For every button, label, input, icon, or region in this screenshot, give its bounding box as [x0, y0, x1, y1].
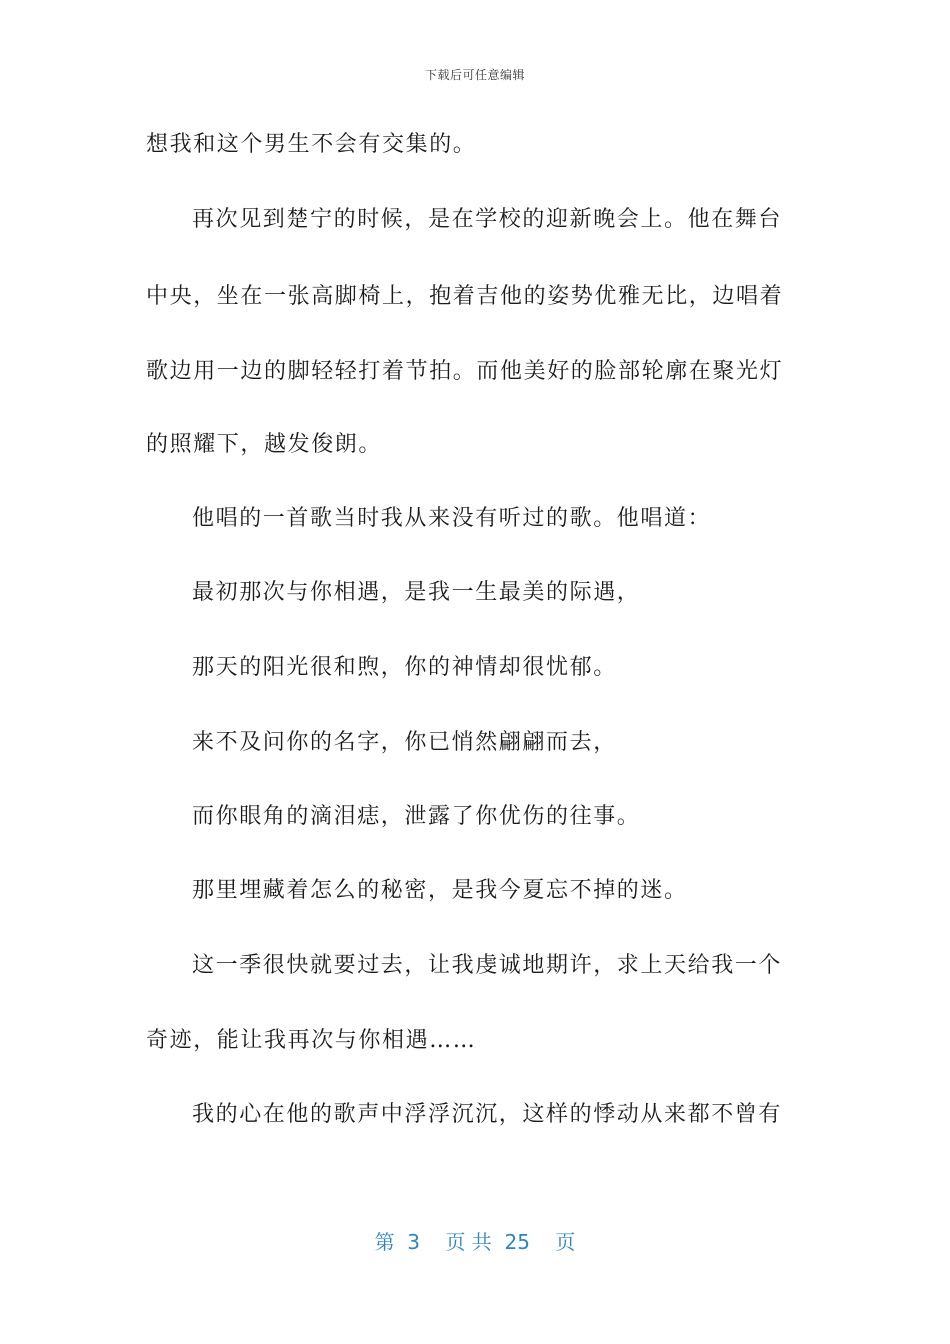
text-line: 而你眼角的滴泪痣，泄露了你优伤的往事。 [192, 804, 641, 829]
text-line: 再次见到楚宁的时候，是在学校的迎新晚会上。他在舞台 [192, 207, 783, 232]
text-line: 奇迹，能让我再次与你相遇…… [146, 1028, 477, 1053]
text-line: 我的心在他的歌声中浮浮沉沉，这样的悸动从来都不曾有 [192, 1102, 783, 1127]
text-line: 最初那次与你相遇，是我一生最美的际遇， [192, 580, 641, 605]
text-line: 那天的阳光很和煦，你的神情却很忧郁。 [192, 655, 617, 680]
text-line: 这一季很快就要过去，让我虔诚地期许，求上天给我一个 [192, 953, 783, 978]
text-line: 想我和这个男生不会有交集的。 [146, 132, 477, 157]
text-line: 歌边用一边的脚轻轻打着节拍。而他美好的脸部轮廓在聚光灯 [146, 359, 784, 384]
page-header: 下载后可任意编辑 [424, 68, 525, 82]
text-line: 中央，坐在一张高脚椅上，抱着吉他的姿势优雅无比，边唱着 [146, 284, 784, 309]
page-number-footer: 第 3 页 共 25 页 [374, 1230, 576, 1254]
text-line: 的照耀下，越发俊朗。 [146, 432, 383, 457]
text-line: 那里埋藏着怎么的秘密，是我今夏忘不掉的迷。 [192, 878, 688, 903]
text-line: 他唱的一首歌当时我从来没有听过的歌。他唱道： [192, 506, 712, 531]
text-line: 来不及问你的名字，你已悄然翩翩而去， [192, 730, 617, 755]
